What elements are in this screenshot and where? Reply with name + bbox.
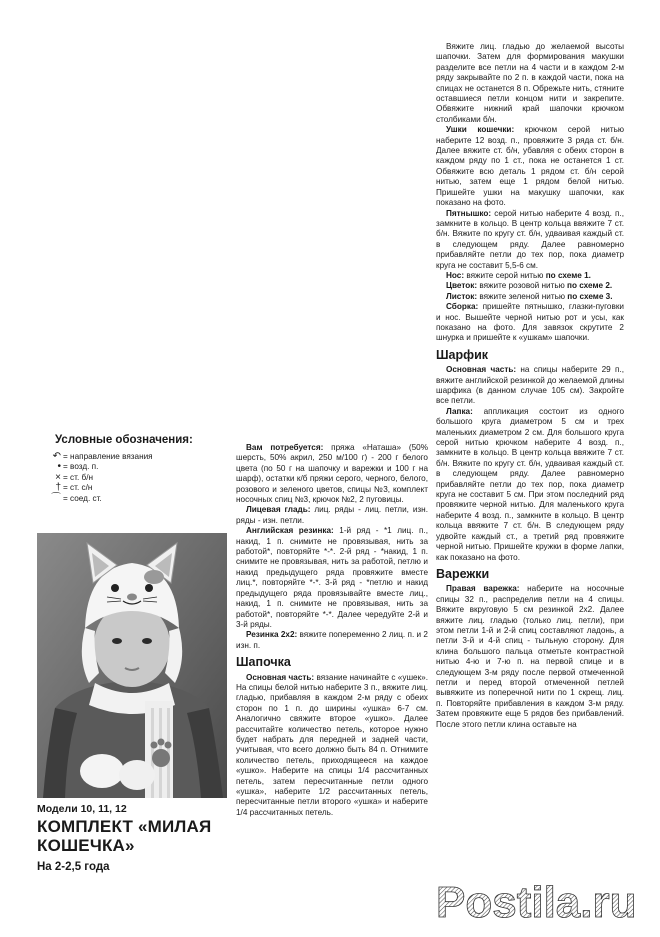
scarf-main-paragraph: Основная часть: на спицы наберите 29 п., вяжите английской резинкой до желаемой длины шарфика (в данном случае 105 см). Закройте все петли.: [436, 365, 624, 406]
spot-paragraph: Пятнышко: серой нитью наберите 4 возд. п., замкните в кольцо. В центр кольца ввяжите 7 ст. б/н. Вяжите по кругу ст. б/н, удваивая каждый ст. в следующем ряду. Далее равномерно прибавляйте петли до тех пор, пока диаметр круга не составит 5,5-6 см.: [436, 208, 624, 270]
legend-text: = соед. ст.: [63, 493, 102, 503]
photo-illustration: [37, 533, 227, 798]
legend-item: [37, 473, 227, 484]
paw-paragraph: Лапка: аппликация состоит из одного большого круга диаметром 5 см и трех маленьких диаметром 2 см. Для большого круга серой нитью крючком наберите 4 возд. п., замкните в кольцо. В центр кольца ввяжите 7 ст. б/н. Вяжите по кругу ст. б/н, удваивая каждый ст. в следующем ряду. Далее равномерно прибавляйте петли до тех пор, пока диаметр круга не составит 5 см. При этом последний ряд провяжите черной нитью. Для маленького круга наберите 4 возд. п., замкните в кольцо. В центр кольца ввяжите 7 ст. б/н. В следующем ряду удвойте каждый ст., а третий ряд провяжите черной нитью. Пришейте кружки в форме лапки, как показано на фото.: [436, 406, 624, 562]
rib-2x2-paragraph: Резинка 2х2: вяжите попеременно 2 лиц. п. и 2 изн. п.: [236, 630, 428, 650]
watermark-text: Postila.ru: [436, 878, 637, 927]
legend: [37, 435, 227, 504]
scarf-heading: Шарфик: [436, 347, 489, 362]
legend-text: = направление вязания: [63, 451, 153, 461]
legend-text: = возд. п.: [63, 462, 99, 472]
legend-item: [37, 451, 227, 462]
nose-paragraph: Нос: вяжите серой нитью по схеме 1.: [446, 270, 591, 280]
stockinette-paragraph: Лицевая гладь: лиц. ряды - лиц. петли, изн. ряды - изн. петли.: [236, 505, 428, 525]
cross-icon: ×: [55, 471, 61, 483]
hat-heading: Шапочка: [236, 655, 291, 670]
models-label: Модели 10, 11, 12: [37, 803, 127, 815]
model-title-block: [37, 803, 227, 873]
leaf-paragraph: Листок: вяжите зеленой нитью по схеме 3.: [446, 291, 613, 301]
english-rib-paragraph: Английская резинка: 1-й ряд - *1 лиц. п., накид, 1 п. снимите не провязывая, нить за работой*, повторяйте *-*. 2-й ряд - *накид, 1 п. снимите не провязывая, нить за работой, петлю и накид предыдущего ряда провяжите вместе лиц.*, повторяйте *-*. 3-й ряд - *петлю и накид предыдущего ряда провязывайте вместе лиц., накид, 1 п. снимите не провязывая, нить за работой*, повторяйте *-*. Далее чередуйте 2-й и 3-й ряды.: [236, 526, 428, 629]
legend-item: [37, 483, 227, 494]
middle-column: [236, 443, 428, 818]
legend-text: = ст. б/н: [63, 472, 94, 482]
legend-text: = ст. с/н: [63, 483, 93, 493]
materials-paragraph: Вам потребуется: пряжа «Наташа» (50% шерсть, 50% акрил, 250 м/100 г) - 200 г белого цвета (по 50 г на шапочку и варежки и 100 г на шарф), остатки к/б пряжи серого, черного, белого, розового и зеленого цветов, спицы №3, комплект носочных спиц №3, крючок №2, 2 пуговицы.: [236, 443, 428, 505]
age-label: На 2-2,5 года: [37, 861, 110, 873]
hat-main-paragraph: Основная часть: вязание начинайте с «ушек». На спицы белой нитью наберите 3 п., вяжите лиц. гладью, прибавляя в каждом 2-м ряду с обеих сторон по 1 п. до ширины «ушка» 6-7 см. Аналогично свяжите второе «ушко». Далее рассчитайте количество петель, которое нужно будет набрать для передней и задней части, учитывая, что всего должно быть 84 п. Отнимите количество петель, приходящееся на каждое «ушко». Наберите на спицы 1/4 рассчитанных петель, затем пересчитанные петли одного «ушка», наберите 1/2 рассчитанных петель, пересчитанные петли второго «ушка» и наберите 1/4 рассчитанных петель.: [236, 672, 428, 817]
ears-paragraph: Ушки кошечки: крючком серой нитью наберите 12 возд. п., провяжите 3 ряда ст. б/н. Далее вяжите ст. б/н, убавляя с обеих сторон в каждом ряду по 1 ст., пока не останется 1 ст. Обвяжите всю деталь 1 рядом ст. б/н серой нитью, затем еще 1 рядом белой нитью. Пришейте ушки на макушку шапочки, как показано на фото.: [436, 125, 624, 208]
dagger-icon: †: [55, 482, 61, 494]
legend-title: Условные обозначения:: [55, 434, 193, 446]
right-mitten-paragraph: Правая варежка: наберите на носочные спицы 32 п., распределив петли на 4 спицы. Вяжите вкруговую 5 см резинкой 2х2. Далее вяжите лиц. гладью (только лиц. петли), при этом петли 1-й и 2-й спиц составляют ладонь, а петли 3-й и 4-й спиц - тыльную сторону. Для клина большого пальца отметьте контрастной нитью 4-ю и 7-ю п. на первой спице и в следующем 3-м ряду после первой отмеченной петли и перед второй отмеченной петлей вывяжите из поперечной нити по 1 скрещ. лиц. п. Повторяйте прибавления в каждом 3-м ряду. Затем провяжите еще 5 рядов без прибавлений. После этого петли клина оставьте на: [436, 584, 625, 729]
arc-icon: ⌒: [51, 492, 61, 504]
flower-paragraph: Цветок: вяжите розовой нитью по схеме 2.: [446, 281, 613, 291]
postila-watermark-logo: [432, 872, 656, 928]
hat-continued-paragraph: Вяжите лиц. гладью до желаемой высоты шапочки. Затем для формирования макушки разделите все петли на 4 части и в каждом 2-м ряду закрывайте по 2 п. в каждой части, пока на спицах не останется 8 п. Обрежьте нить, стяните оставшиеся петли концом нити и закрепите. Обвяжите нижний край шапочки крючком столбиками б/н.: [436, 42, 624, 124]
photo-child-in-cat-hat: [37, 533, 227, 798]
legend-item: [37, 494, 227, 505]
legend-item: [37, 462, 227, 473]
set-title: КОМПЛЕКТ «МИЛАЯ КОШЕЧКА»: [37, 817, 212, 855]
mittens-heading: Варежки: [436, 566, 490, 581]
arrow-icon: ↶: [52, 450, 61, 462]
assembly-paragraph: Сборка: пришейте пятнышко, глазки-пуговки и нос. Вышейте черной нитью рот и усы, как показано на фото. Для завязок скрутите 2 шнурка и пришейте к «ушкам» шапочки.: [436, 302, 624, 343]
dot-icon: •: [57, 461, 61, 473]
right-column: [436, 42, 624, 730]
